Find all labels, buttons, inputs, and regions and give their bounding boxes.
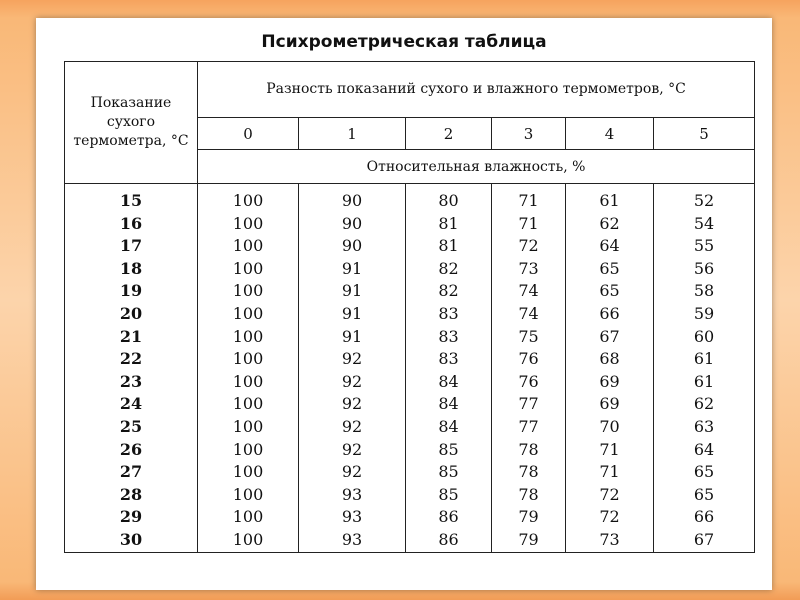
humidity-value: 100 bbox=[232, 236, 264, 256]
humidity-value: 100 bbox=[232, 484, 264, 504]
humidity-value: 85 bbox=[438, 462, 459, 482]
humidity-column-2 bbox=[406, 184, 492, 553]
humidity-value: 75 bbox=[518, 326, 539, 346]
temperature-value: 15 bbox=[119, 191, 143, 210]
humidity-value: 90 bbox=[341, 236, 363, 256]
humidity-column-1 bbox=[299, 184, 406, 553]
humidity-value: 85 bbox=[438, 484, 459, 504]
humidity-value: 55 bbox=[693, 236, 715, 256]
humidity-value: 56 bbox=[693, 258, 715, 278]
temperature-value: 17 bbox=[119, 236, 143, 256]
humidity-value: 72 bbox=[599, 484, 620, 504]
humidity-value: 65 bbox=[599, 281, 620, 301]
humidity-value: 72 bbox=[599, 507, 620, 527]
humidity-header: Относительная влажность, % bbox=[198, 150, 755, 184]
temperature-value: 24 bbox=[119, 394, 143, 414]
humidity-value: 93 bbox=[341, 507, 363, 527]
humidity-value: 74 bbox=[518, 281, 539, 301]
humidity-value: 71 bbox=[599, 439, 620, 459]
humidity-value: 63 bbox=[693, 416, 715, 436]
humidity-value: 67 bbox=[599, 326, 620, 346]
humidity-value: 78 bbox=[518, 439, 539, 459]
humidity-value: 73 bbox=[599, 529, 620, 549]
humidity-value: 93 bbox=[341, 484, 363, 504]
temperature-value: 26 bbox=[119, 439, 143, 459]
humidity-value: 92 bbox=[341, 349, 363, 369]
temperature-value: 27 bbox=[119, 462, 143, 482]
humidity-value: 100 bbox=[232, 462, 264, 482]
psychrometric-table bbox=[64, 61, 755, 553]
temperature-value: 25 bbox=[119, 416, 143, 436]
diff-value-5: 5 bbox=[654, 118, 755, 150]
humidity-value: 82 bbox=[438, 258, 459, 278]
humidity-value: 71 bbox=[599, 462, 620, 482]
humidity-value: 52 bbox=[693, 191, 715, 210]
humidity-value: 79 bbox=[518, 529, 539, 549]
humidity-value: 78 bbox=[518, 484, 539, 504]
row-header-dry-temp: Показание сухого термометра, °С bbox=[65, 62, 198, 184]
humidity-value: 92 bbox=[341, 371, 363, 391]
humidity-value: 61 bbox=[599, 191, 620, 210]
humidity-value: 93 bbox=[341, 529, 363, 549]
humidity-value: 100 bbox=[232, 529, 264, 549]
humidity-value: 71 bbox=[518, 213, 539, 233]
humidity-value: 100 bbox=[232, 191, 264, 210]
temperature-value: 29 bbox=[119, 507, 143, 527]
table-title: Психрометрическая таблица bbox=[261, 32, 547, 52]
humidity-value: 91 bbox=[341, 326, 363, 346]
temperature-value: 16 bbox=[119, 213, 143, 233]
temperature-value: 22 bbox=[119, 349, 143, 369]
humidity-value: 60 bbox=[693, 326, 715, 346]
humidity-value: 69 bbox=[599, 371, 620, 391]
diff-value-2: 2 bbox=[406, 118, 492, 150]
humidity-value: 91 bbox=[341, 281, 363, 301]
humidity-value: 65 bbox=[599, 258, 620, 278]
diff-value-0: 0 bbox=[198, 118, 299, 150]
data-row bbox=[65, 184, 755, 553]
humidity-value: 74 bbox=[518, 303, 539, 323]
humidity-value: 100 bbox=[232, 258, 264, 278]
humidity-value: 100 bbox=[232, 303, 264, 323]
temperature-value: 18 bbox=[119, 258, 143, 278]
humidity-column-5 bbox=[654, 184, 755, 553]
humidity-value: 67 bbox=[693, 529, 715, 549]
humidity-value: 64 bbox=[599, 236, 620, 256]
humidity-value: 85 bbox=[438, 439, 459, 459]
humidity-value: 92 bbox=[341, 416, 363, 436]
humidity-value: 92 bbox=[341, 439, 363, 459]
humidity-value: 65 bbox=[693, 462, 715, 482]
temperature-value: 23 bbox=[119, 371, 143, 391]
humidity-value: 79 bbox=[518, 507, 539, 527]
humidity-value: 82 bbox=[438, 281, 459, 301]
humidity-value: 83 bbox=[438, 303, 459, 323]
temperature-value: 28 bbox=[119, 484, 143, 504]
humidity-value: 77 bbox=[518, 394, 539, 414]
humidity-column-3 bbox=[492, 184, 566, 553]
table-sheet bbox=[36, 18, 772, 590]
humidity-value: 61 bbox=[693, 371, 715, 391]
humidity-value: 100 bbox=[232, 416, 264, 436]
humidity-value: 69 bbox=[599, 394, 620, 414]
diff-header: Разность показаний сухого и влажного термометров, °С bbox=[198, 62, 755, 118]
humidity-value: 78 bbox=[518, 462, 539, 482]
humidity-value: 68 bbox=[599, 349, 620, 369]
temperature-value: 21 bbox=[119, 326, 143, 346]
humidity-value: 81 bbox=[438, 213, 459, 233]
temps-column bbox=[65, 184, 198, 553]
humidity-value: 86 bbox=[438, 507, 459, 527]
humidity-value: 91 bbox=[341, 258, 363, 278]
humidity-column-4 bbox=[566, 184, 654, 553]
humidity-value: 59 bbox=[693, 303, 715, 323]
humidity-column-0 bbox=[198, 184, 299, 553]
humidity-value: 100 bbox=[232, 439, 264, 459]
humidity-value: 77 bbox=[518, 416, 539, 436]
humidity-value: 66 bbox=[599, 303, 620, 323]
humidity-value: 100 bbox=[232, 213, 264, 233]
diff-value-3: 3 bbox=[492, 118, 566, 150]
humidity-value: 58 bbox=[693, 281, 715, 301]
humidity-value: 76 bbox=[518, 371, 539, 391]
humidity-value: 90 bbox=[341, 213, 363, 233]
humidity-value: 71 bbox=[518, 191, 539, 210]
diff-value-4: 4 bbox=[566, 118, 654, 150]
diff-value-1: 1 bbox=[299, 118, 406, 150]
humidity-value: 92 bbox=[341, 462, 363, 482]
humidity-value: 64 bbox=[693, 439, 715, 459]
humidity-value: 81 bbox=[438, 236, 459, 256]
humidity-value: 84 bbox=[438, 371, 459, 391]
humidity-value: 100 bbox=[232, 371, 264, 391]
humidity-value: 100 bbox=[232, 394, 264, 414]
humidity-value: 80 bbox=[438, 191, 459, 210]
humidity-value: 100 bbox=[232, 507, 264, 527]
humidity-value: 73 bbox=[518, 258, 539, 278]
humidity-value: 83 bbox=[438, 349, 459, 369]
humidity-value: 62 bbox=[599, 213, 620, 233]
humidity-value: 76 bbox=[518, 349, 539, 369]
humidity-value: 54 bbox=[693, 213, 715, 233]
temperature-value: 20 bbox=[119, 303, 143, 323]
humidity-value: 66 bbox=[693, 507, 715, 527]
humidity-value: 72 bbox=[518, 236, 539, 256]
humidity-value: 92 bbox=[341, 394, 363, 414]
humidity-value: 62 bbox=[693, 394, 715, 414]
humidity-value: 91 bbox=[341, 303, 363, 323]
temperature-value: 19 bbox=[119, 281, 143, 301]
humidity-value: 83 bbox=[438, 326, 459, 346]
humidity-value: 86 bbox=[438, 529, 459, 549]
humidity-value: 70 bbox=[599, 416, 620, 436]
humidity-value: 84 bbox=[438, 416, 459, 436]
humidity-value: 65 bbox=[693, 484, 715, 504]
humidity-value: 61 bbox=[693, 349, 715, 369]
temperature-value: 30 bbox=[119, 529, 143, 549]
humidity-value: 84 bbox=[438, 394, 459, 414]
humidity-value: 100 bbox=[232, 349, 264, 369]
humidity-value: 100 bbox=[232, 326, 264, 346]
humidity-value: 90 bbox=[341, 191, 363, 210]
humidity-value: 100 bbox=[232, 281, 264, 301]
